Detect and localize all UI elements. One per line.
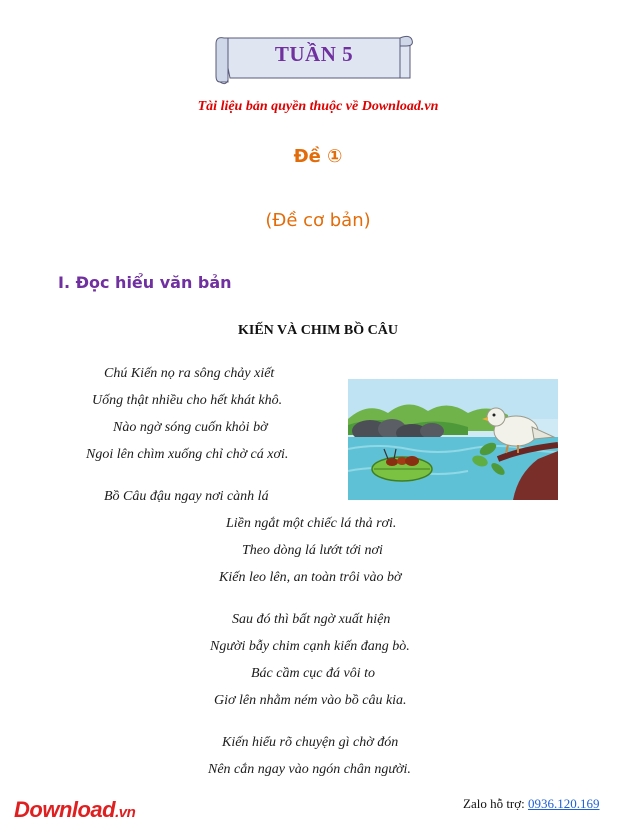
exam-subtitle: (Đề cơ bản) (265, 210, 371, 231)
logo-suffix-text: .vn (115, 804, 136, 821)
zalo-support (463, 796, 600, 812)
week-banner (214, 34, 414, 88)
poem-line: Theo dòng lá lướt tới nơi (242, 543, 383, 558)
poem-line: Ngoi lên chìm xuống chỉ chờ cá xơi. (86, 447, 289, 462)
section-heading: I. Đọc hiểu văn bản (58, 273, 232, 292)
ant-and-dove-illustration (348, 379, 558, 500)
logo-main-text: Download (14, 797, 116, 822)
poem-line: Giơ lên nhằm ném vào bồ câu kia. (214, 693, 407, 708)
copyright-notice: Tài liệu bản quyền thuộc về Download.vn (197, 99, 439, 114)
exam-title: Đề ① (293, 146, 343, 167)
poem-line: Liền ngắt một chiếc lá thả rơi. (226, 516, 397, 531)
poem-title: KIẾN VÀ CHIM BỒ CÂU (238, 323, 398, 338)
poem-line: Kiến leo lên, an toàn trôi vào bờ (219, 570, 402, 585)
download-logo[interactable] (14, 797, 135, 823)
poem-line: Bác cầm cục đá vôi to (251, 666, 376, 681)
poem-line: Người bẫy chim cạnh kiến đang bò. (210, 639, 410, 654)
zalo-phone-link[interactable]: 0936.120.169 (528, 796, 600, 811)
poem-line: Chú Kiến nọ ra sông chảy xiết (104, 366, 275, 381)
week-title: TUẦN 5 (274, 42, 354, 66)
poem-line: Nào ngờ sóng cuốn khỏi bờ (113, 420, 268, 435)
zalo-label: Zalo hỗ trợ: (463, 796, 528, 811)
poem-line: Nên cắn ngay vào ngón chân người. (208, 762, 411, 777)
poem-line: Kiến hiểu rõ chuyện gì chờ đón (222, 735, 399, 750)
poem-line: Sau đó thì bất ngờ xuất hiện (232, 612, 391, 627)
poem-line: Bồ Câu đậu ngay nơi cành lá (104, 489, 269, 504)
poem-line: Uống thật nhiều cho hết khát khô. (92, 393, 283, 408)
